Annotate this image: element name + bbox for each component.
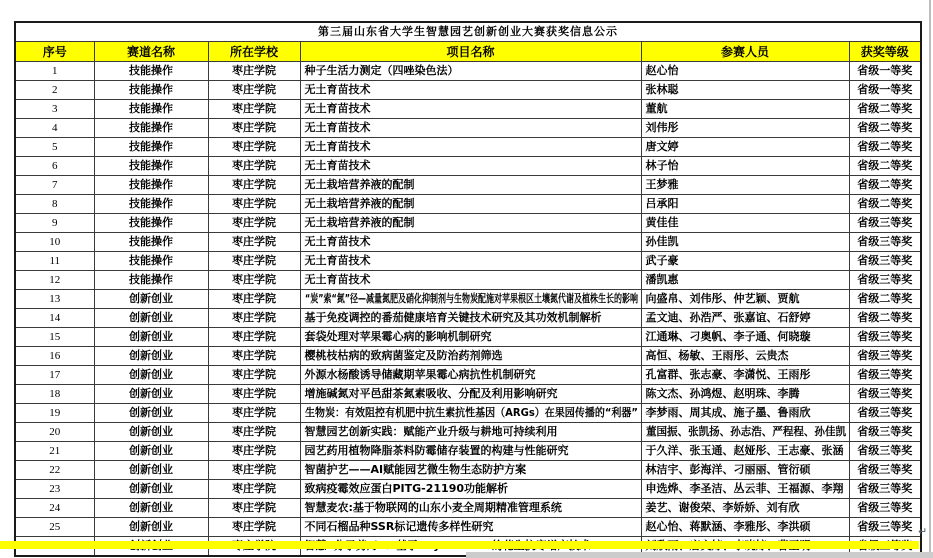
track-name: 创新创业 — [94, 366, 208, 385]
row-number: 11 — [15, 252, 94, 271]
table-row — [15, 119, 921, 138]
results-table-body — [15, 62, 921, 557]
project-name: 无土栽培营养液的配制 — [300, 195, 641, 214]
row-number: 14 — [15, 309, 94, 328]
school-name: 枣庄学院 — [208, 195, 300, 214]
row-number: 4 — [15, 119, 94, 138]
school-name: 枣庄学院 — [208, 518, 300, 537]
project-name: 增施碱氮对平邑甜茶氮素吸收、分配及利用影响研究 — [300, 385, 641, 404]
title-row — [15, 22, 921, 42]
table-row — [15, 252, 921, 271]
school-name: 枣庄学院 — [208, 385, 300, 404]
project-name: 无土育苗技术 — [300, 81, 641, 100]
participants: 唐文婷 — [641, 138, 849, 157]
table-row — [15, 404, 921, 423]
project-name: 园艺药用植物降脂茶料防霉储存装置的构建与性能研究 — [300, 442, 641, 461]
participants: 高恒、杨敏、王雨彤、云贵杰 — [641, 347, 849, 366]
row-number: 8 — [15, 195, 94, 214]
award-level: 省级二等奖 — [849, 138, 921, 157]
participants: 向盛帛、刘伟彤、仲艺颖、贾航 — [641, 290, 849, 309]
track-name: 创新创业 — [94, 518, 208, 537]
track-name: 创新创业 — [94, 385, 208, 404]
school-name: 枣庄学院 — [208, 461, 300, 480]
award-level: 省级三等奖 — [849, 480, 921, 499]
row-number: 24 — [15, 499, 94, 518]
table-row — [15, 385, 921, 404]
row-number: 18 — [15, 385, 94, 404]
column-header-3: 项目名称 — [300, 42, 641, 62]
row-number: 23 — [15, 480, 94, 499]
school-name: 枣庄学院 — [208, 100, 300, 119]
row-number: 1 — [15, 62, 94, 81]
participants: 赵心怡、蒋默涵、李雅彤、李洪硕 — [641, 518, 849, 537]
award-level: 省级三等奖 — [849, 347, 921, 366]
row-number: 17 — [15, 366, 94, 385]
project-name: 樱桃枝枯病的致病菌鉴定及防治药剂筛选 — [300, 347, 641, 366]
table-row — [15, 290, 921, 309]
participants: 江通琳、刁奥帆、李子通、何晓璇 — [641, 328, 849, 347]
project-name: 无土育苗技术 — [300, 271, 641, 290]
project-name: 智慧园艺创新实践：赋能产业升级与耕地可持续利用 — [300, 423, 641, 442]
track-name: 创新创业 — [94, 442, 208, 461]
participants: 林洁宇、彭海洋、刁丽丽、管衍硕 — [641, 461, 849, 480]
award-level: 省级三等奖 — [849, 385, 921, 404]
school-name: 枣庄学院 — [208, 271, 300, 290]
row-number: 12 — [15, 271, 94, 290]
table-row — [15, 347, 921, 366]
track-name: 技能操作 — [94, 176, 208, 195]
track-name: 创新创业 — [94, 328, 208, 347]
school-name: 枣庄学院 — [208, 499, 300, 518]
table-row — [15, 518, 921, 537]
project-name: 基于免疫调控的番茄健康培育关键技术研究及其功效机制解析 — [300, 309, 641, 328]
project-name: 无土育苗技术 — [300, 100, 641, 119]
page-bottom-edge — [466, 552, 933, 558]
highlight-bar — [0, 541, 919, 549]
award-level: 省级三等奖 — [849, 328, 921, 347]
award-level: 省级二等奖 — [849, 290, 921, 309]
award-level: 省级三等奖 — [849, 499, 921, 518]
participants: 赵心怡 — [641, 62, 849, 81]
table-row — [15, 442, 921, 461]
participants: 孔富群、张志豪、李潇悦、王雨彤 — [641, 366, 849, 385]
project-name: 智慧麦农:基于物联网的山东小麦全周期精准管理系统 — [300, 499, 641, 518]
track-name: 技能操作 — [94, 157, 208, 176]
table-row — [15, 138, 921, 157]
row-number: 21 — [15, 442, 94, 461]
row-number: 6 — [15, 157, 94, 176]
school-name: 枣庄学院 — [208, 157, 300, 176]
school-name: 枣庄学院 — [208, 404, 300, 423]
school-name: 枣庄学院 — [208, 347, 300, 366]
participants: 于久洋、张玉通、赵娅彤、王志豪、张涵 — [641, 442, 849, 461]
row-number: 15 — [15, 328, 94, 347]
row-number: 3 — [15, 100, 94, 119]
table-row — [15, 176, 921, 195]
participants: 黄佳佳 — [641, 214, 849, 233]
track-name: 创新创业 — [94, 499, 208, 518]
school-name: 枣庄学院 — [208, 138, 300, 157]
award-level: 省级三等奖 — [849, 252, 921, 271]
award-level: 省级三等奖 — [849, 442, 921, 461]
track-name: 技能操作 — [94, 81, 208, 100]
table-row — [15, 214, 921, 233]
award-level: 省级二等奖 — [849, 100, 921, 119]
track-name: 创新创业 — [94, 309, 208, 328]
school-name: 枣庄学院 — [208, 366, 300, 385]
track-name: 技能操作 — [94, 195, 208, 214]
table-row — [15, 480, 921, 499]
row-number: 7 — [15, 176, 94, 195]
column-header-2: 所在学校 — [208, 42, 300, 62]
table-row — [15, 157, 921, 176]
project-name: 套袋处理对苹果霉心病的影响机制研究 — [300, 328, 641, 347]
participants: 潘凯惠 — [641, 271, 849, 290]
school-name: 枣庄学院 — [208, 328, 300, 347]
page-title: 第三届山东省大学生智慧园艺创新创业大赛获奖信息公示 — [15, 22, 921, 42]
page-right-edge — [929, 0, 931, 558]
row-number: 2 — [15, 81, 94, 100]
table-row — [15, 309, 921, 328]
participants: 孟文迪、孙浩严、张嘉谊、石舒婷 — [641, 309, 849, 328]
participants: 董航 — [641, 100, 849, 119]
award-level: 省级一等奖 — [849, 81, 921, 100]
participants: 陈文杰、孙鸿煜、赵明珠、李腾 — [641, 385, 849, 404]
track-name: 创新创业 — [94, 423, 208, 442]
award-level: 省级二等奖 — [849, 157, 921, 176]
paragraph-return-icon: ↵ — [918, 525, 928, 538]
table-row — [15, 328, 921, 347]
project-name: 致病疫霉效应蛋白PITG-21190功能解析 — [300, 480, 641, 499]
table-row — [15, 62, 921, 81]
row-number: 20 — [15, 423, 94, 442]
award-level: 省级二等奖 — [849, 195, 921, 214]
project-name: 无土育苗技术 — [300, 233, 641, 252]
track-name: 创新创业 — [94, 461, 208, 480]
track-name: 技能操作 — [94, 62, 208, 81]
track-name: 技能操作 — [94, 252, 208, 271]
project-name: “炭”索“氮”径—减量氮肥及硝化抑制剂与生物炭配施对苹果根区土壤氮代谢及植株生长的影响 — [300, 290, 641, 309]
award-level: 省级二等奖 — [849, 176, 921, 195]
school-name: 枣庄学院 — [208, 233, 300, 252]
participants: 林子怡 — [641, 157, 849, 176]
row-number: 5 — [15, 138, 94, 157]
participants: 姜艺、谢俊荣、李娇娇、刘有欣 — [641, 499, 849, 518]
school-name: 枣庄学院 — [208, 290, 300, 309]
award-level: 省级三等奖 — [849, 271, 921, 290]
participants: 张林聪 — [641, 81, 849, 100]
project-name: 种子生活力测定（四唑染色法） — [300, 62, 641, 81]
column-header-5: 获奖等级 — [849, 42, 921, 62]
column-header-4: 参赛人员 — [641, 42, 849, 62]
award-level: 省级三等奖 — [849, 518, 921, 537]
row-number: 25 — [15, 518, 94, 537]
row-number: 13 — [15, 290, 94, 309]
award-level: 省级三等奖 — [849, 233, 921, 252]
school-name: 枣庄学院 — [208, 81, 300, 100]
row-number: 19 — [15, 404, 94, 423]
awards-table — [14, 21, 922, 557]
track-name: 技能操作 — [94, 138, 208, 157]
award-level: 省级三等奖 — [849, 461, 921, 480]
award-level: 省级三等奖 — [849, 404, 921, 423]
table-row — [15, 499, 921, 518]
project-name: 无土栽培营养液的配制 — [300, 214, 641, 233]
school-name: 枣庄学院 — [208, 309, 300, 328]
track-name: 创新创业 — [94, 290, 208, 309]
track-name: 创新创业 — [94, 480, 208, 499]
award-level: 省级三等奖 — [849, 366, 921, 385]
award-level: 省级三等奖 — [849, 214, 921, 233]
project-name: 生物炭：有效阻控有机肥中抗生素抗性基因（ARGs）在果园传播的“利器” — [300, 404, 641, 423]
row-number: 16 — [15, 347, 94, 366]
school-name: 枣庄学院 — [208, 214, 300, 233]
column-header-row — [15, 42, 921, 62]
column-header-1: 赛道名称 — [94, 42, 208, 62]
project-name: 无土育苗技术 — [300, 252, 641, 271]
table-row — [15, 100, 921, 119]
project-name: 无土栽培营养液的配制 — [300, 176, 641, 195]
track-name: 创新创业 — [94, 347, 208, 366]
track-name: 创新创业 — [94, 404, 208, 423]
project-name: 无土育苗技术 — [300, 157, 641, 176]
track-name: 技能操作 — [94, 233, 208, 252]
participants: 孙佳凯 — [641, 233, 849, 252]
project-name: 无土育苗技术 — [300, 119, 641, 138]
project-name: 智菌护艺——AI赋能园艺微生物生态防护方案 — [300, 461, 641, 480]
table-row — [15, 195, 921, 214]
table-row — [15, 271, 921, 290]
project-name: 外源水杨酸诱导储藏期苹果霉心病抗性机制研究 — [300, 366, 641, 385]
project-name: 不同石榴品种SSR标记遗传多样性研究 — [300, 518, 641, 537]
table-row — [15, 423, 921, 442]
column-header-0: 序号 — [15, 42, 94, 62]
participants: 刘伟彤 — [641, 119, 849, 138]
award-level: 省级三等奖 — [849, 423, 921, 442]
participants: 董国振、张凯扬、孙志浩、严程程、孙佳凯 — [641, 423, 849, 442]
table-row — [15, 366, 921, 385]
participants: 武子豪 — [641, 252, 849, 271]
participants: 申选烨、李圣洁、丛云菲、王福源、李翔 — [641, 480, 849, 499]
table-row — [15, 81, 921, 100]
participants: 李梦雨、周其成、施子墨、鲁雨欣 — [641, 404, 849, 423]
school-name: 枣庄学院 — [208, 423, 300, 442]
school-name: 枣庄学院 — [208, 480, 300, 499]
track-name: 技能操作 — [94, 271, 208, 290]
project-name: 无土育苗技术 — [300, 138, 641, 157]
school-name: 枣庄学院 — [208, 442, 300, 461]
table-row — [15, 233, 921, 252]
track-name: 技能操作 — [94, 119, 208, 138]
participants: 吕承阳 — [641, 195, 849, 214]
school-name: 枣庄学院 — [208, 252, 300, 271]
table-row — [15, 461, 921, 480]
award-level: 省级一等奖 — [849, 62, 921, 81]
participants: 王梦雅 — [641, 176, 849, 195]
row-number: 22 — [15, 461, 94, 480]
track-name: 技能操作 — [94, 100, 208, 119]
award-level: 省级二等奖 — [849, 119, 921, 138]
award-level: 省级二等奖 — [849, 309, 921, 328]
row-number: 10 — [15, 233, 94, 252]
school-name: 枣庄学院 — [208, 119, 300, 138]
track-name: 技能操作 — [94, 214, 208, 233]
school-name: 枣庄学院 — [208, 176, 300, 195]
row-number: 9 — [15, 214, 94, 233]
school-name: 枣庄学院 — [208, 62, 300, 81]
